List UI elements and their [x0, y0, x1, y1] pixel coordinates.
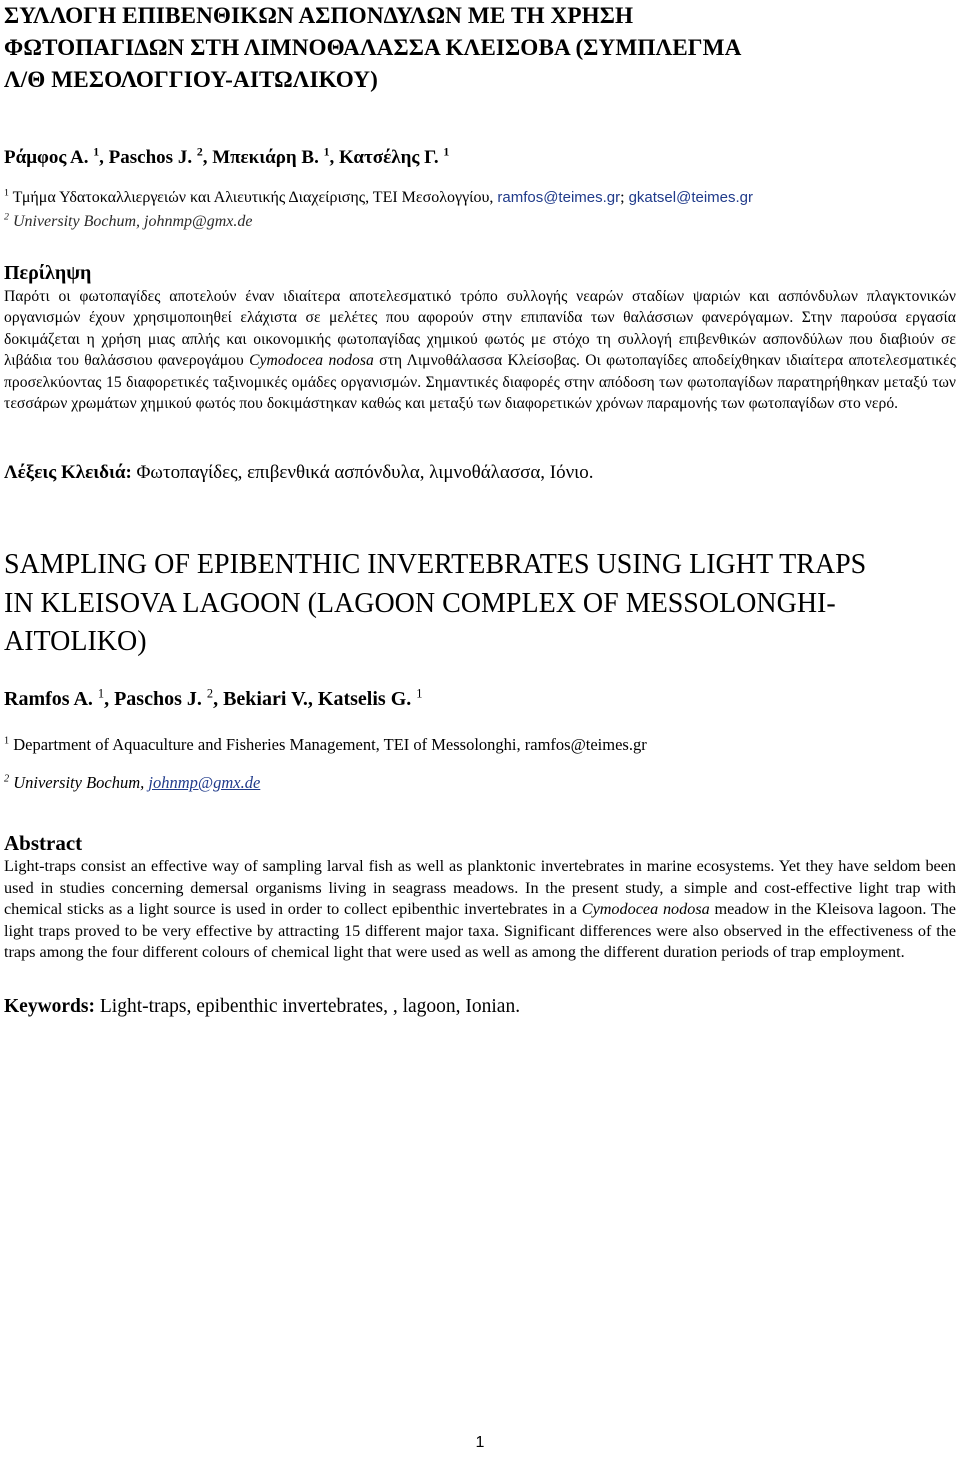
keywords-label: Λέξεις Κλειδιά:: [4, 462, 132, 484]
greek-abstract-heading: Περίληψη: [4, 262, 92, 284]
page-number: 1: [475, 1434, 485, 1451]
keywords-label: Keywords:: [4, 995, 95, 1017]
affiliation-sup: 2: [4, 211, 9, 223]
greek-abstract-body: [4, 286, 956, 414]
author-affiliation-sup: 1: [323, 145, 330, 159]
greek-affiliation-2: [4, 210, 956, 234]
english-title-line: AITOLIKO): [4, 626, 147, 658]
author-name: Ράμφος Α.: [4, 147, 89, 168]
abstract-text: Light-traps consist an effective way of sampling larval fish as well as planktonic invertebrates in marine ecosystems. Yet they have seldom been used in studies concerning demersal organisms living in seagrass meadows. In the present study, a simple and cost-effective light trap with chemical sticks as a light source is used in order to collect epibenthic invertebrates in a: [4, 856, 956, 919]
author-name: Paschos J.: [114, 687, 202, 710]
author-separator: ,: [99, 147, 109, 168]
author-affiliation-sup: 2: [196, 145, 203, 159]
abstract-text: Παρότι οι φωτοπαγίδες αποτελούν έναν ιδιαίτερα αποτελεσματικό τρόπο συλλογής νεαρών σταδίων ψαριών και ασπόνδυλων πλαγκτονικών οργανισμών έχουν χρησιμοποιηθεί ελάχιστα σε μελέτες που αφορούν στην επιπανίδα των θαλάσσιων φανερόγαμων. Στην παρούσα εργασία δοκιμάζεται η χρήση μιας απλής και οικονομικής φωτοπαγίδας χημικού φωτός με στόχο τη συλλογή επιβενθικών ασπονδύλων που διαβιούν σε λιβάδια του θαλάσσιου φανερογάμου: [4, 288, 956, 370]
abstract-text: στη Λιμνοθάλασσα Κλείσοβας. Οι φωτοπαγίδες αποδείχθηκαν ιδιαίτερα αποτελεσματικές προσελκύοντας 15 διαφορετικές ταξινομικές ομάδες οργανισμών. Σημαντικές διαφορές στην απόδοση των φωτοπαγίδων παρατηρήθηκαν μεταξύ των τεσσάρων χρωμάτων χημικού φωτός που δοκιμάστηκαν καθώς και μεταξύ των διαφορετικών χρόνων παραμονής των φωτοπαγίδων στο νερό.: [4, 352, 956, 413]
affiliation-sup: 1: [4, 735, 10, 747]
author-affiliation-sup: 1: [97, 686, 105, 701]
author-affiliation-sup: 2: [206, 686, 214, 701]
english-keywords: [4, 996, 956, 1018]
greek-affiliation-1: [4, 186, 956, 210]
affiliation-sup: 1: [4, 187, 9, 199]
affiliation-text: Τμήμα Υδατοκαλλιεργειών και Αλιευτικής Διαχείρισης, ΤΕΙ Μεσολογγίου,: [8, 189, 498, 206]
greek-title-line: ΦΩΤΟΠΑΓΙΔΩΝ ΣΤΗ ΛΙΜΝΟΘΑΛΑΣΣΑ ΚΛΕΙΣΟΒΑ (ΣΥΜΠΛΕΓΜΑ: [4, 35, 742, 61]
keywords-text: Φωτοπαγίδες, επιβενθικά ασπόνδυλα, λιμνοθάλασσα, Ιόνιο.: [131, 462, 594, 484]
email-separator: ;: [620, 189, 629, 206]
author-separator: ,: [202, 147, 213, 168]
greek-title-line: Λ/Θ ΜΕΣΟΛΟΓΓΙΟΥ-ΑΙΤΩΛΙΚΟΥ): [4, 67, 378, 93]
english-authors: [4, 686, 956, 712]
greek-title: [4, 0, 956, 96]
greek-keywords: [4, 460, 956, 486]
greek-authors: [4, 146, 956, 170]
abstract-text: meadow in the Kleisova lagoon. The light traps proved to be very effective by attracting 15 different major taxa. Significant differences were also observed in the effectiveness of the traps among the four different colours of chemical light that were used as well as among the different duration periods of trap employment.: [4, 900, 956, 962]
author-affiliation-sup: 1: [416, 686, 423, 701]
affiliation-text: Department of Aquaculture and Fisheries Management, TEI of Messolonghi, ramfos@teimes.gr: [9, 734, 647, 754]
author-name: Paschos J.: [108, 147, 193, 168]
affiliation-sup: 2: [4, 773, 10, 785]
email-link[interactable]: gkatsel@teimes.gr: [628, 189, 754, 206]
english-title-line: IN KLEISOVA LAGOON (LAGOON COMPLEX OF MESSOLONGHI-: [4, 587, 836, 619]
species-name: Cymodocea nodosa: [249, 352, 374, 370]
email-link[interactable]: johnmp@gmx.de: [148, 772, 261, 792]
english-affiliation-1: [4, 734, 956, 756]
author-separator: , Bekiari V., Katselis G.: [213, 687, 412, 710]
english-title: [4, 546, 956, 662]
english-abstract-body: [4, 856, 956, 964]
author-separator: ,: [104, 687, 115, 710]
author-name: Ramfos A.: [4, 687, 93, 710]
greek-title-line: ΣΥΛΛΟΓΗ ΕΠΙΒΕΝΘΙΚΩΝ ΑΣΠΟΝΔΥΛΩΝ ΜΕ ΤΗ ΧΡΗΣΗ: [4, 3, 634, 29]
email-link[interactable]: ramfos@teimes.gr: [497, 189, 621, 206]
author-affiliation-sup: 1: [443, 145, 450, 159]
affiliation-text: University Bochum,: [9, 772, 149, 792]
species-name: Cymodocea nodosa: [581, 900, 710, 919]
keywords-text: Light-traps, epibenthic invertebrates, , lagoon, Ionian.: [95, 995, 521, 1017]
english-affiliation-2: [4, 772, 956, 794]
author-affiliation-sup: 1: [93, 145, 100, 159]
author-name: Μπεκιάρη Β.: [212, 147, 319, 168]
affiliation-text: University Bochum, johnmp@gmx.de: [8, 213, 253, 230]
author-separator: ,: [329, 147, 339, 168]
author-name: Κατσέλης Γ.: [339, 147, 439, 168]
paper-page: [4, 0, 956, 1018]
english-title-line: SAMPLING OF EPIBENTHIC INVERTEBRATES USING LIGHT TRAPS: [4, 549, 867, 581]
english-abstract-heading: Abstract: [4, 830, 83, 855]
